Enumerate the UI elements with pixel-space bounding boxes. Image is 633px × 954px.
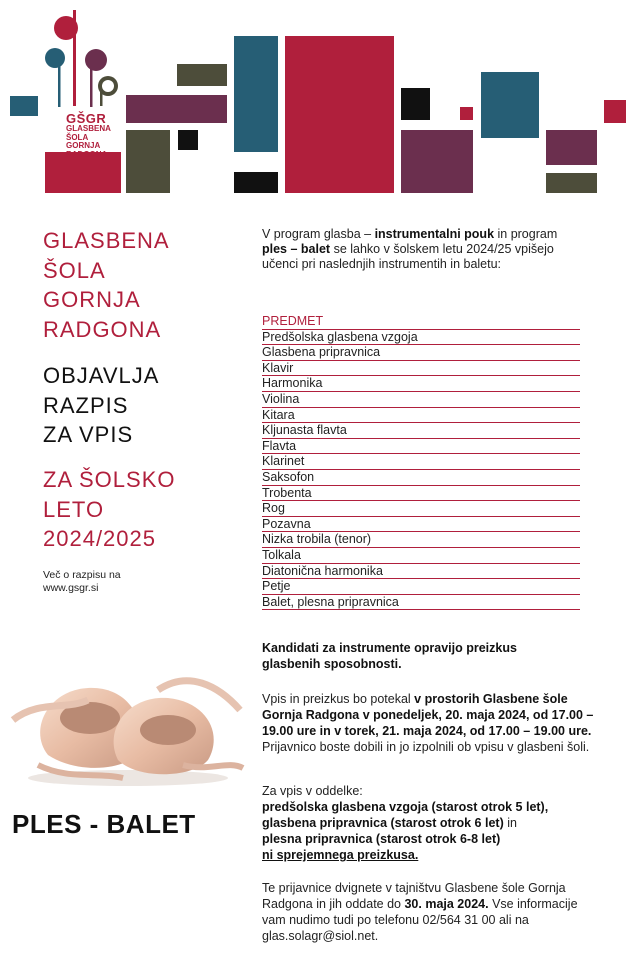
- heading-line: RADGONA: [43, 316, 162, 342]
- logo-line: ŠOLA: [66, 132, 89, 142]
- subjects-header: PREDMET: [262, 314, 580, 330]
- heading-line: OBJAVLJA: [43, 363, 160, 388]
- contact-deadline: 30. maja 2024.: [404, 897, 489, 911]
- list-item: Pozavna: [262, 517, 580, 533]
- departments-intro: Za vpis v oddelke:: [262, 784, 363, 798]
- contact-text: Vse informacije vam nudimo tudi po telefonu 02/564 31 00 ali na glas.solagr@siol.net.: [262, 897, 578, 943]
- department-item: predšolska glasbena vzgoja (starost otrok 5 let),: [262, 800, 549, 814]
- list-item: Predšolska glasbena vzgoja: [262, 330, 580, 346]
- departments-paragraph: [262, 783, 602, 863]
- heading-line: LETO: [43, 496, 105, 522]
- intro-text: in program: [494, 227, 558, 241]
- intro-text: V program glasba –: [262, 227, 375, 241]
- list-item: Balet, plesna pripravnica: [262, 595, 580, 611]
- list-item: Glasbena pripravnica: [262, 345, 580, 361]
- logo-line: RADGONA: [66, 149, 108, 159]
- year-heading: [43, 465, 176, 554]
- department-joiner: in: [503, 816, 517, 830]
- list-item: Diatonična harmonika: [262, 564, 580, 580]
- list-item: Harmonika: [262, 376, 580, 392]
- list-item: Tolkala: [262, 548, 580, 564]
- logo-line: GORNJA: [66, 141, 101, 150]
- heading-line: RAZPIS: [43, 392, 129, 418]
- list-item: Klavir: [262, 361, 580, 377]
- subjects-list: [262, 314, 580, 610]
- contact-text: Te prijavnice dvignete v tajništvu Glasbene šole Gornja Radgona in jih oddate do: [262, 881, 566, 911]
- heading-line: GLASBENA: [43, 228, 170, 253]
- list-item: Flavta: [262, 439, 580, 455]
- list-item: Rog: [262, 501, 580, 517]
- intro-bold: instrumentalni pouk: [374, 227, 495, 241]
- dance-title: PLES - BALET: [12, 809, 196, 839]
- school-name-heading: [43, 226, 170, 344]
- heading-line: GORNJA: [43, 287, 141, 312]
- music-notes-icon: [44, 8, 124, 112]
- logo-abbr: GŠGR: [66, 111, 107, 126]
- logo-text: [66, 112, 111, 159]
- intro-bold: ples – balet: [262, 242, 331, 256]
- schedule-text: Vpis in preizkus bo potekal: [262, 692, 415, 706]
- list-item: Klarinet: [262, 454, 580, 470]
- more-info-text: Več o razpisu na: [43, 569, 121, 581]
- list-item: Violina: [262, 392, 580, 408]
- intro-text: se lahko v šolskem letu 2024/25 vpišejo učenci pri naslednjih instrumentih in baletu:: [262, 242, 554, 271]
- department-item: plesna pripravnica (starost otrok 6-8 let): [262, 832, 501, 846]
- logo-line: GLASBENA: [66, 124, 111, 133]
- exam-note: [262, 640, 572, 672]
- more-info: [43, 569, 121, 595]
- list-item: Trobenta: [262, 486, 580, 502]
- heading-line: ZA ŠOLSKO: [43, 467, 176, 492]
- list-item: Petje: [262, 579, 580, 595]
- announce-heading: [43, 361, 159, 450]
- schedule-text: Prijavnico boste dobili in jo izpolnili ob vpisu v glasbeni šoli.: [262, 740, 590, 754]
- department-item: glasbena pripravnica (starost otrok 6 let): [262, 816, 504, 830]
- heading-line: ŠOLA: [43, 257, 106, 283]
- contact-paragraph: [262, 880, 582, 944]
- ballet-shoes-icon: [8, 660, 248, 790]
- intro-paragraph: [262, 227, 562, 272]
- schedule-bold: v prostorih Glasbene šole Gornja Radgona v ponedeljek, 20. maja 2024, od 17.00 – 19.00 ure in v torek, 21. maja 2024, od 17.00 – 19.00 ure.: [262, 692, 594, 738]
- website-link[interactable]: www.gsgr.si: [43, 582, 99, 594]
- list-item: Kitara: [262, 408, 580, 424]
- schedule-paragraph: [262, 691, 602, 755]
- heading-line: 2024/2025: [43, 526, 156, 551]
- list-item: Saksofon: [262, 470, 580, 486]
- list-item: Nizka trobila (tenor): [262, 532, 580, 548]
- list-item: Kljunasta flavta: [262, 423, 580, 439]
- exam-note-text: Kandidati za instrumente opravijo preizkus glasbenih sposobnosti.: [262, 641, 517, 671]
- no-exam-note: ni sprejemnega preizkusa.: [262, 848, 419, 862]
- heading-line: ZA VPIS: [43, 422, 134, 447]
